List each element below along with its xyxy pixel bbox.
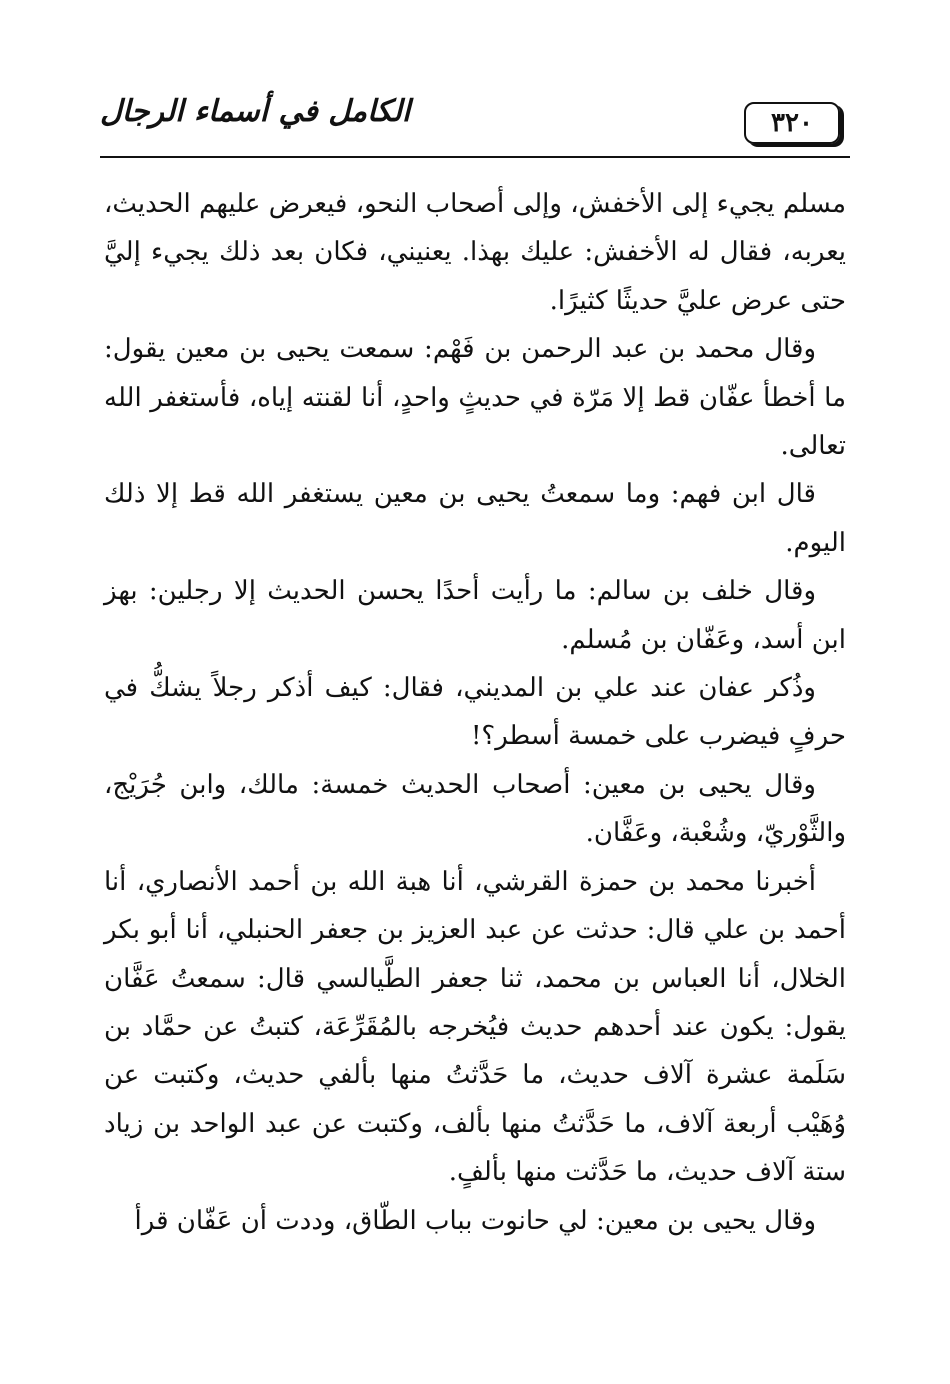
paragraph: وقال خلف بن سالم: ما رأيت أحدًا يحسن الحديث إلا رجلين: بهز ابن أسد، وعَفّان بن مُسلم. [104, 576, 846, 655]
paragraph: وقال يحيى بن معين: أصحاب الحديث خمسة: مالك، وابن جُرَيْج، والثَّوْريّ، وشُعْبة، وعَفَّان. [104, 769, 846, 849]
paragraph: قال ابن فهم: وما سمعتُ يحيى بن معين يستغفر الله قط إلا ذلك اليوم. [104, 479, 846, 558]
paragraph: وقال يحيى بن معين: لي حانوت بباب الطّاق، وددت أن عَفّان قرأ [134, 1205, 816, 1236]
page-number: ٣٢٠ [744, 102, 840, 144]
paragraph: أخبرنا محمد بن حمزة القرشي، أنا هبة الله بن أحمد الأنصاري، أنا أحمد بن علي قال: حدثت عن عبد العزيز بن جعفر الحنبلي، أنا أبو بكر الخلال، أنا العباس بن محمد، ثنا جعفر الطَّيالسي قال: سمعتُ عَفَّان يقول: يكون عند أحدهم حديث فيُخرجه بالمُقَرِّعَة، كتبتُ عن حمَّاد بن سَلَمة عشرة آلاف حديث، ما حَدَّثتُ منها بألفي حديث، وكتبت عن وُهَيْب أربعة آلاف، ما حَدَّثتُ منها بألف، وكتبت عن عبد الواحد بن زياد ستة آلاف حديث، ما حَدَّثت منها بألفٍ. [104, 866, 846, 1188]
page-body [104, 180, 846, 1245]
book-title-calligraphy: الكامل في أسماء الرجال [100, 94, 411, 129]
paragraph: وقال محمد بن عبد الرحمن بن فَهْم: سمعت يحيى بن معين يقول: ما أخطأ عفّان قط إلا مَرّة في حديثٍ واحدٍ، أنا لقنته إياه، فأستغفر الله تعالى. [104, 334, 846, 462]
paragraph: مسلم يجيء إلى الأخفش، وإلى أصحاب النحو، فيعرض عليهم الحديث، يعربه، فقال له الأخفش: عليك بهذا. يعنيني، فكان بعد ذلك يجيء إليَّ حتى عرض عليَّ حديثًا كثيرًا. [104, 189, 846, 316]
paragraph: وذُكر عفان عند علي بن المديني، فقال: كيف أذكر رجلاً يشكُّ في حرفٍ فيضرب على خمسة أسطر؟! [104, 673, 846, 752]
page-header [100, 88, 850, 158]
header-divider [100, 156, 850, 158]
